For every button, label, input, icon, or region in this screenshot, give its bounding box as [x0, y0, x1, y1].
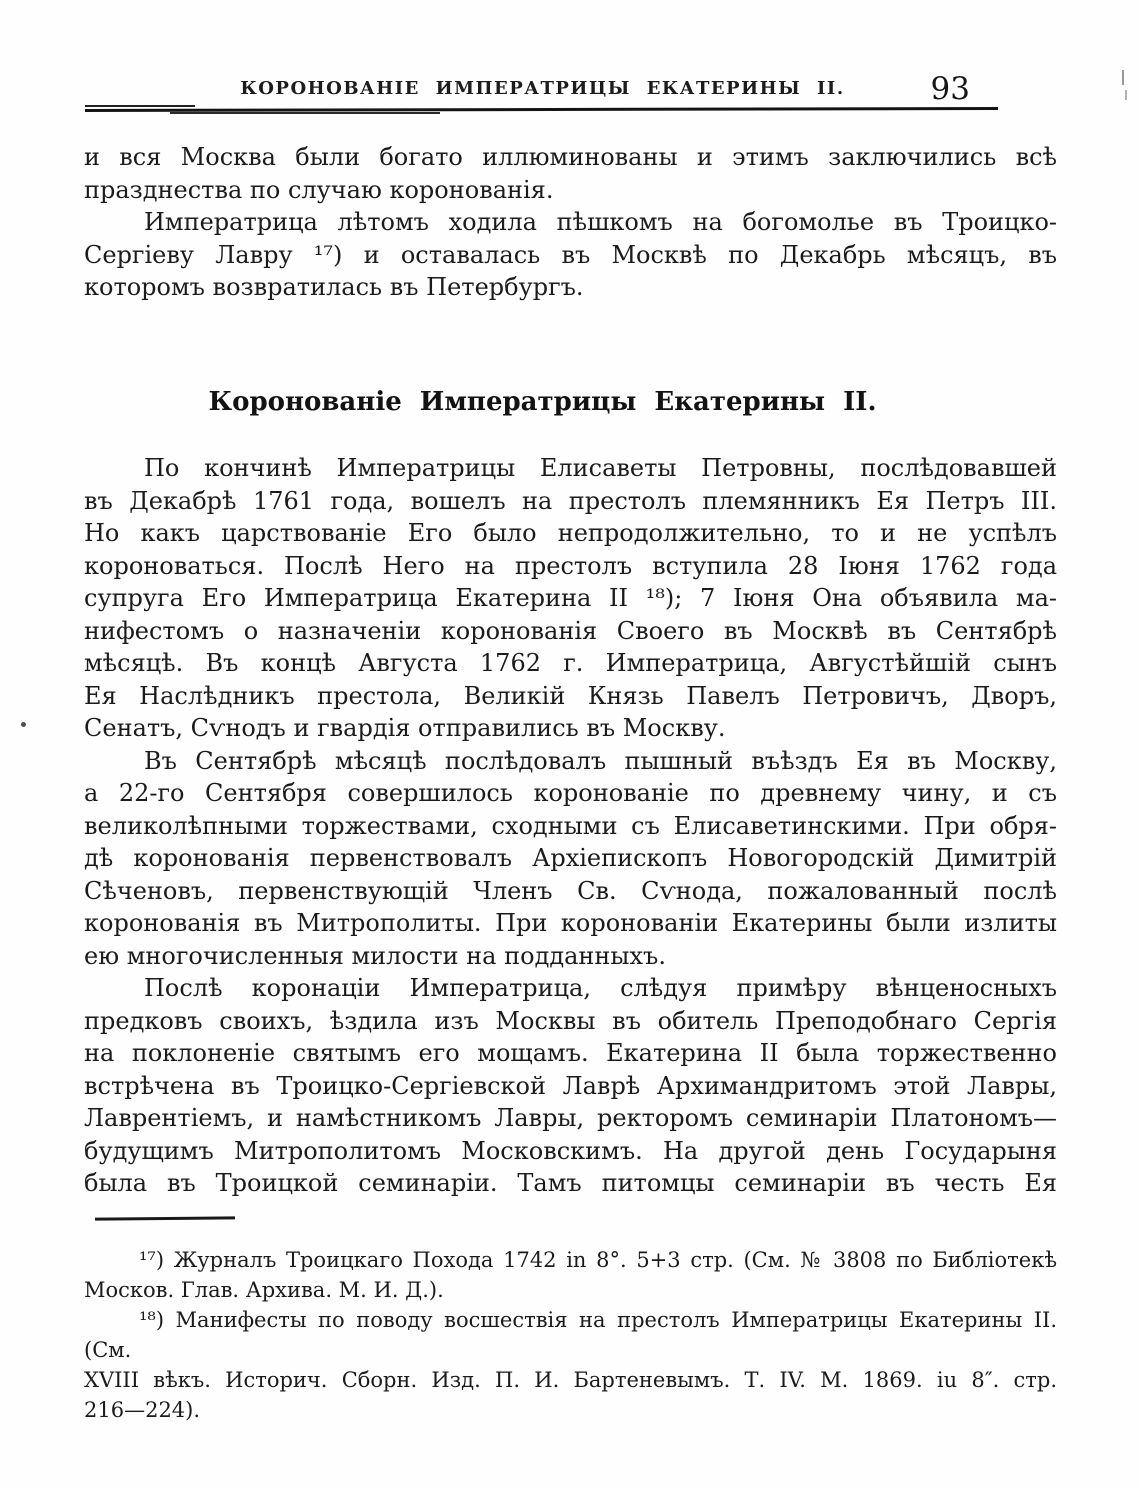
text-line: ею многочисленныя милости на подданныхъ.: [84, 941, 666, 970]
text-line: Сергіеву Лавру ¹⁷) и оставалась въ Москвѣ по Декабрь мѣсяцъ, въ: [84, 240, 1057, 269]
text-line: празднества по случаю коронованія.: [84, 175, 554, 204]
text-line: будущимъ Митрополитомъ Московскимъ. На другой день Государыня: [84, 1136, 1057, 1165]
text-line: встрѣчена въ Троицко-Сергіевской Лаврѣ Архимандритомъ этой Лавры,: [84, 1071, 1057, 1100]
text-line: Императрица лѣтомъ ходила пѣшкомъ на богомолье въ Троицко-: [144, 208, 1057, 236]
text-line: мѣсяцѣ. Въ концѣ Августа 1762 г. Императрица, Августѣйшій сынъ: [84, 649, 1057, 677]
text-line: въ Декабрѣ 1761 года, вошелъ на престолъ племянникъ Ея Петръ III.: [84, 486, 1057, 515]
scan-artifact-dot: [21, 722, 26, 727]
text-line: короноваться. Послѣ Него на престолъ вступила 28 Іюня 1762 года: [84, 551, 1057, 580]
text-line: Сѣченовъ, первенствующій Членъ Св. Сѵнода, пожалованный послѣ: [84, 876, 1057, 905]
text-line: ¹⁷) Журналъ Троицкаго Похода 1742 in 8°. 5+3 стр. (См. № 3808 по Библіотекѣ: [139, 1248, 1057, 1272]
text-line: ¹⁸) Манифесты по поводу восшествія на престолъ Императрицы Екатерины II. (См.: [84, 1308, 1057, 1362]
page-number: 93: [930, 71, 970, 107]
page-header: [85, 71, 1000, 107]
text-line: и вся Москва были богато иллюминованы и этимъ заключились всѣ: [84, 143, 1057, 171]
footnotes: [84, 1245, 1057, 1425]
scan-artifact-tick: [1125, 90, 1127, 100]
paragraph: [84, 1245, 1057, 1305]
running-head: КОРОНОВАНІЕ ИМПЕРАТРИЦЫ ЕКАТЕРИНЫ II.: [240, 78, 845, 99]
section-heading: Коронованіе Императрицы Екатерины II.: [208, 387, 877, 417]
text-line: Послѣ коронаціи Императрица, слѣдуя примѣру вѣнценосныхъ: [144, 974, 1057, 1002]
paragraph: [84, 206, 1057, 304]
text-line: По кончинѣ Императрицы Елисаветы Петровны, послѣдовавшей: [144, 454, 1057, 482]
intro-paragraphs: [84, 141, 1057, 304]
header-rule-segment: [85, 105, 195, 107]
text-line: XVIII вѣкъ. Историч. Сборн. Изд. П. И. Бартеневымъ. Т. IV. М. 1869. iu 8″. стр.: [84, 1368, 1057, 1392]
text-line: дѣ коронованія первенствовалъ Архіепископъ Новогородскій Димитрій: [84, 844, 1057, 872]
scan-artifact-tick: [1122, 70, 1124, 85]
paragraph: [84, 972, 1057, 1200]
text-line: 216—224).: [84, 1398, 201, 1422]
text-line: коронованія въ Митрополиты. При коронованіи Екатерины были излиты: [84, 909, 1057, 937]
text-line: великолѣпными торжествами, сходными съ Елисаветинскими. При обря-: [84, 811, 1057, 840]
paragraph: [84, 141, 1057, 206]
text-line: нифестомъ о назначеніи коронованія Своего въ Москвѣ въ Сентябрѣ: [84, 616, 1057, 645]
text-line: на поклоненіе святымъ его мощамъ. Екатерина II была торжественно: [84, 1039, 1057, 1067]
text-line: предковъ своихъ, ѣздила изъ Москвы въ обитель Преподобнаго Сергія: [84, 1006, 1057, 1035]
text-line: была въ Троицкой семинаріи. Тамъ питомцы семинаріи въ честь Ея: [84, 1169, 1057, 1197]
footnote-rule: [95, 1216, 235, 1220]
paragraph: [84, 745, 1057, 973]
header-rule-segment: [170, 112, 440, 114]
text-line: супруга Его Императрица Екатерина II ¹⁸); 7 Іюня Она объявила ма-: [84, 584, 1057, 612]
text-line: которомъ возвратилась въ Петербургъ.: [84, 273, 584, 301]
text-line: Ея Наслѣдникъ престола, Великій Князь Павелъ Петровичъ, Дворъ,: [84, 681, 1057, 710]
paragraph: [84, 1305, 1057, 1425]
text-line: Лаврентіемъ, и намѣстникомъ Лавры, ректоромъ семинаріи Платономъ—: [84, 1104, 1057, 1132]
text-line: Москов. Глав. Архива. М. И. Д.).: [84, 1278, 444, 1302]
text-line: а 22-го Сентября совершилось коронованіе по древнему чину, и съ: [84, 779, 1057, 807]
text-line: Въ Сентябрѣ мѣсяцѣ послѣдовалъ пышный въѣздъ Ея въ Москву,: [144, 746, 1057, 775]
text-line: Но какъ царствованіе Его было непродолжительно, то и не успѣлъ: [84, 519, 1057, 547]
text-line: Сенатъ, Сѵнодъ и гвардія отправились въ Москву.: [84, 714, 726, 742]
paragraph: [84, 452, 1057, 745]
section-paragraphs: [84, 452, 1057, 1200]
